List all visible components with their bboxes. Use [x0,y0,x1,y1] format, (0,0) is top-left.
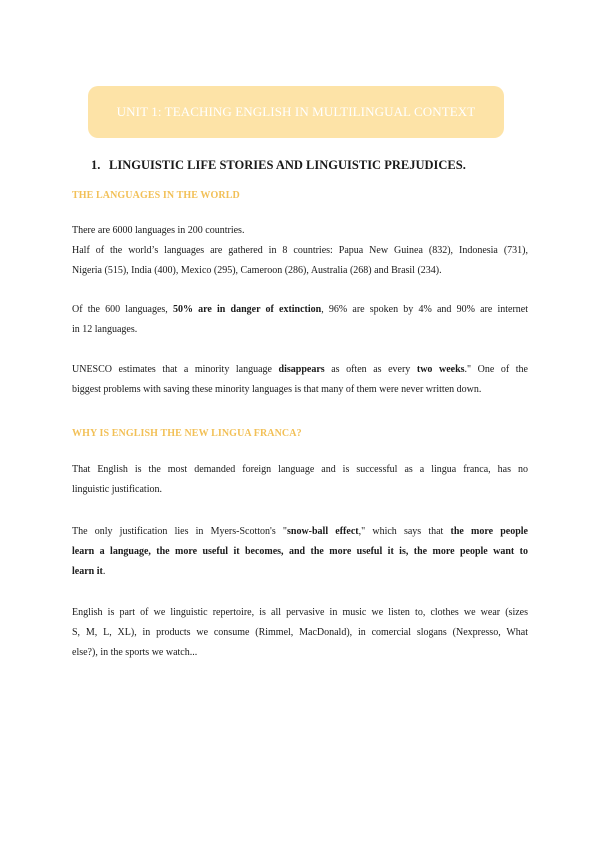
paragraph-line [72,360,528,380]
emphasis-text: the more people [450,526,528,537]
paragraph-line: else?), in the sports we watch... [72,647,198,658]
text-run: . [102,566,106,577]
paragraph-demanded-language [72,460,528,500]
paragraph-line [72,562,528,582]
paragraph-line: S, M, L, XL), in products we consume (Rimmel, MacDonald), in comercial slogans (Nexpresso, What [72,627,528,638]
paragraph-line: Half of the world’s languages are gathered in 8 countries: Papua New Guinea (832), Indonesia (731), [72,245,528,256]
paragraph-line [72,300,528,320]
emphasis-text: disappears [278,364,325,375]
paragraph-line: Nigeria (515), India (400), Mexico (295), Cameroon (286), Australia (268) and Brasil (234). [72,265,442,276]
section-title: LINGUISTIC LIFE STORIES AND LINGUISTIC PREJUDICES. [109,158,466,172]
subheading-lingua-franca: WHY IS ENGLISH THE NEW LINGUA FRANCA? [72,428,302,439]
paragraph-line: linguistic justification. [72,484,162,495]
paragraph-line: That English is the most demanded foreign language and is successful as a lingua franca, has no [72,464,528,475]
emphasis-text: 50% are in danger of extinction [172,304,322,315]
paragraph-line: There are 6000 languages in 200 countries. [72,225,245,236]
paragraph-english-everywhere [72,603,528,663]
paragraph-line: biggest problems with saving these minority languages is that many of them were never written down. [72,384,482,395]
emphasis-text: snow-ball effect [286,526,359,537]
text-run: Of the 600 languages, [72,304,173,315]
text-run: The only justification lies in Myers-Scotton's " [72,526,287,537]
text-run: ," which says that [358,526,451,537]
paragraph-line: English is part of we linguistic repertoire, is all pervasive in music we listen to, clothes we wear (sizes [72,607,528,618]
emphasis-text: two weeks [416,364,465,375]
unit-title: UNIT 1: TEACHING ENGLISH IN MULTILINGUAL CONTEXT [116,104,476,119]
unit-title-banner [88,86,504,138]
section-number: 1. [91,158,101,172]
paragraph-snowball-effect [72,522,528,582]
emphasis-line: learn a language, the more useful it becomes, and the more useful it is, the more people want to [72,546,528,557]
paragraph-unesco [72,360,528,400]
text-run: as often as every [324,364,417,375]
section-heading [91,158,466,173]
text-run: ." One of the [464,364,528,375]
subheading-languages-in-world: THE LANGUAGES IN THE WORLD [72,190,240,201]
paragraph-extinction [72,300,528,340]
paragraph-language-counts [72,221,528,281]
paragraph-line [72,522,528,542]
paragraph-line: in 12 languages. [72,324,138,335]
text-run: UNESCO estimates that a minority language [72,364,279,375]
emphasis-text: learn it [72,566,103,577]
text-run: , 96% are spoken by 4% and 90% are internet [321,304,529,315]
